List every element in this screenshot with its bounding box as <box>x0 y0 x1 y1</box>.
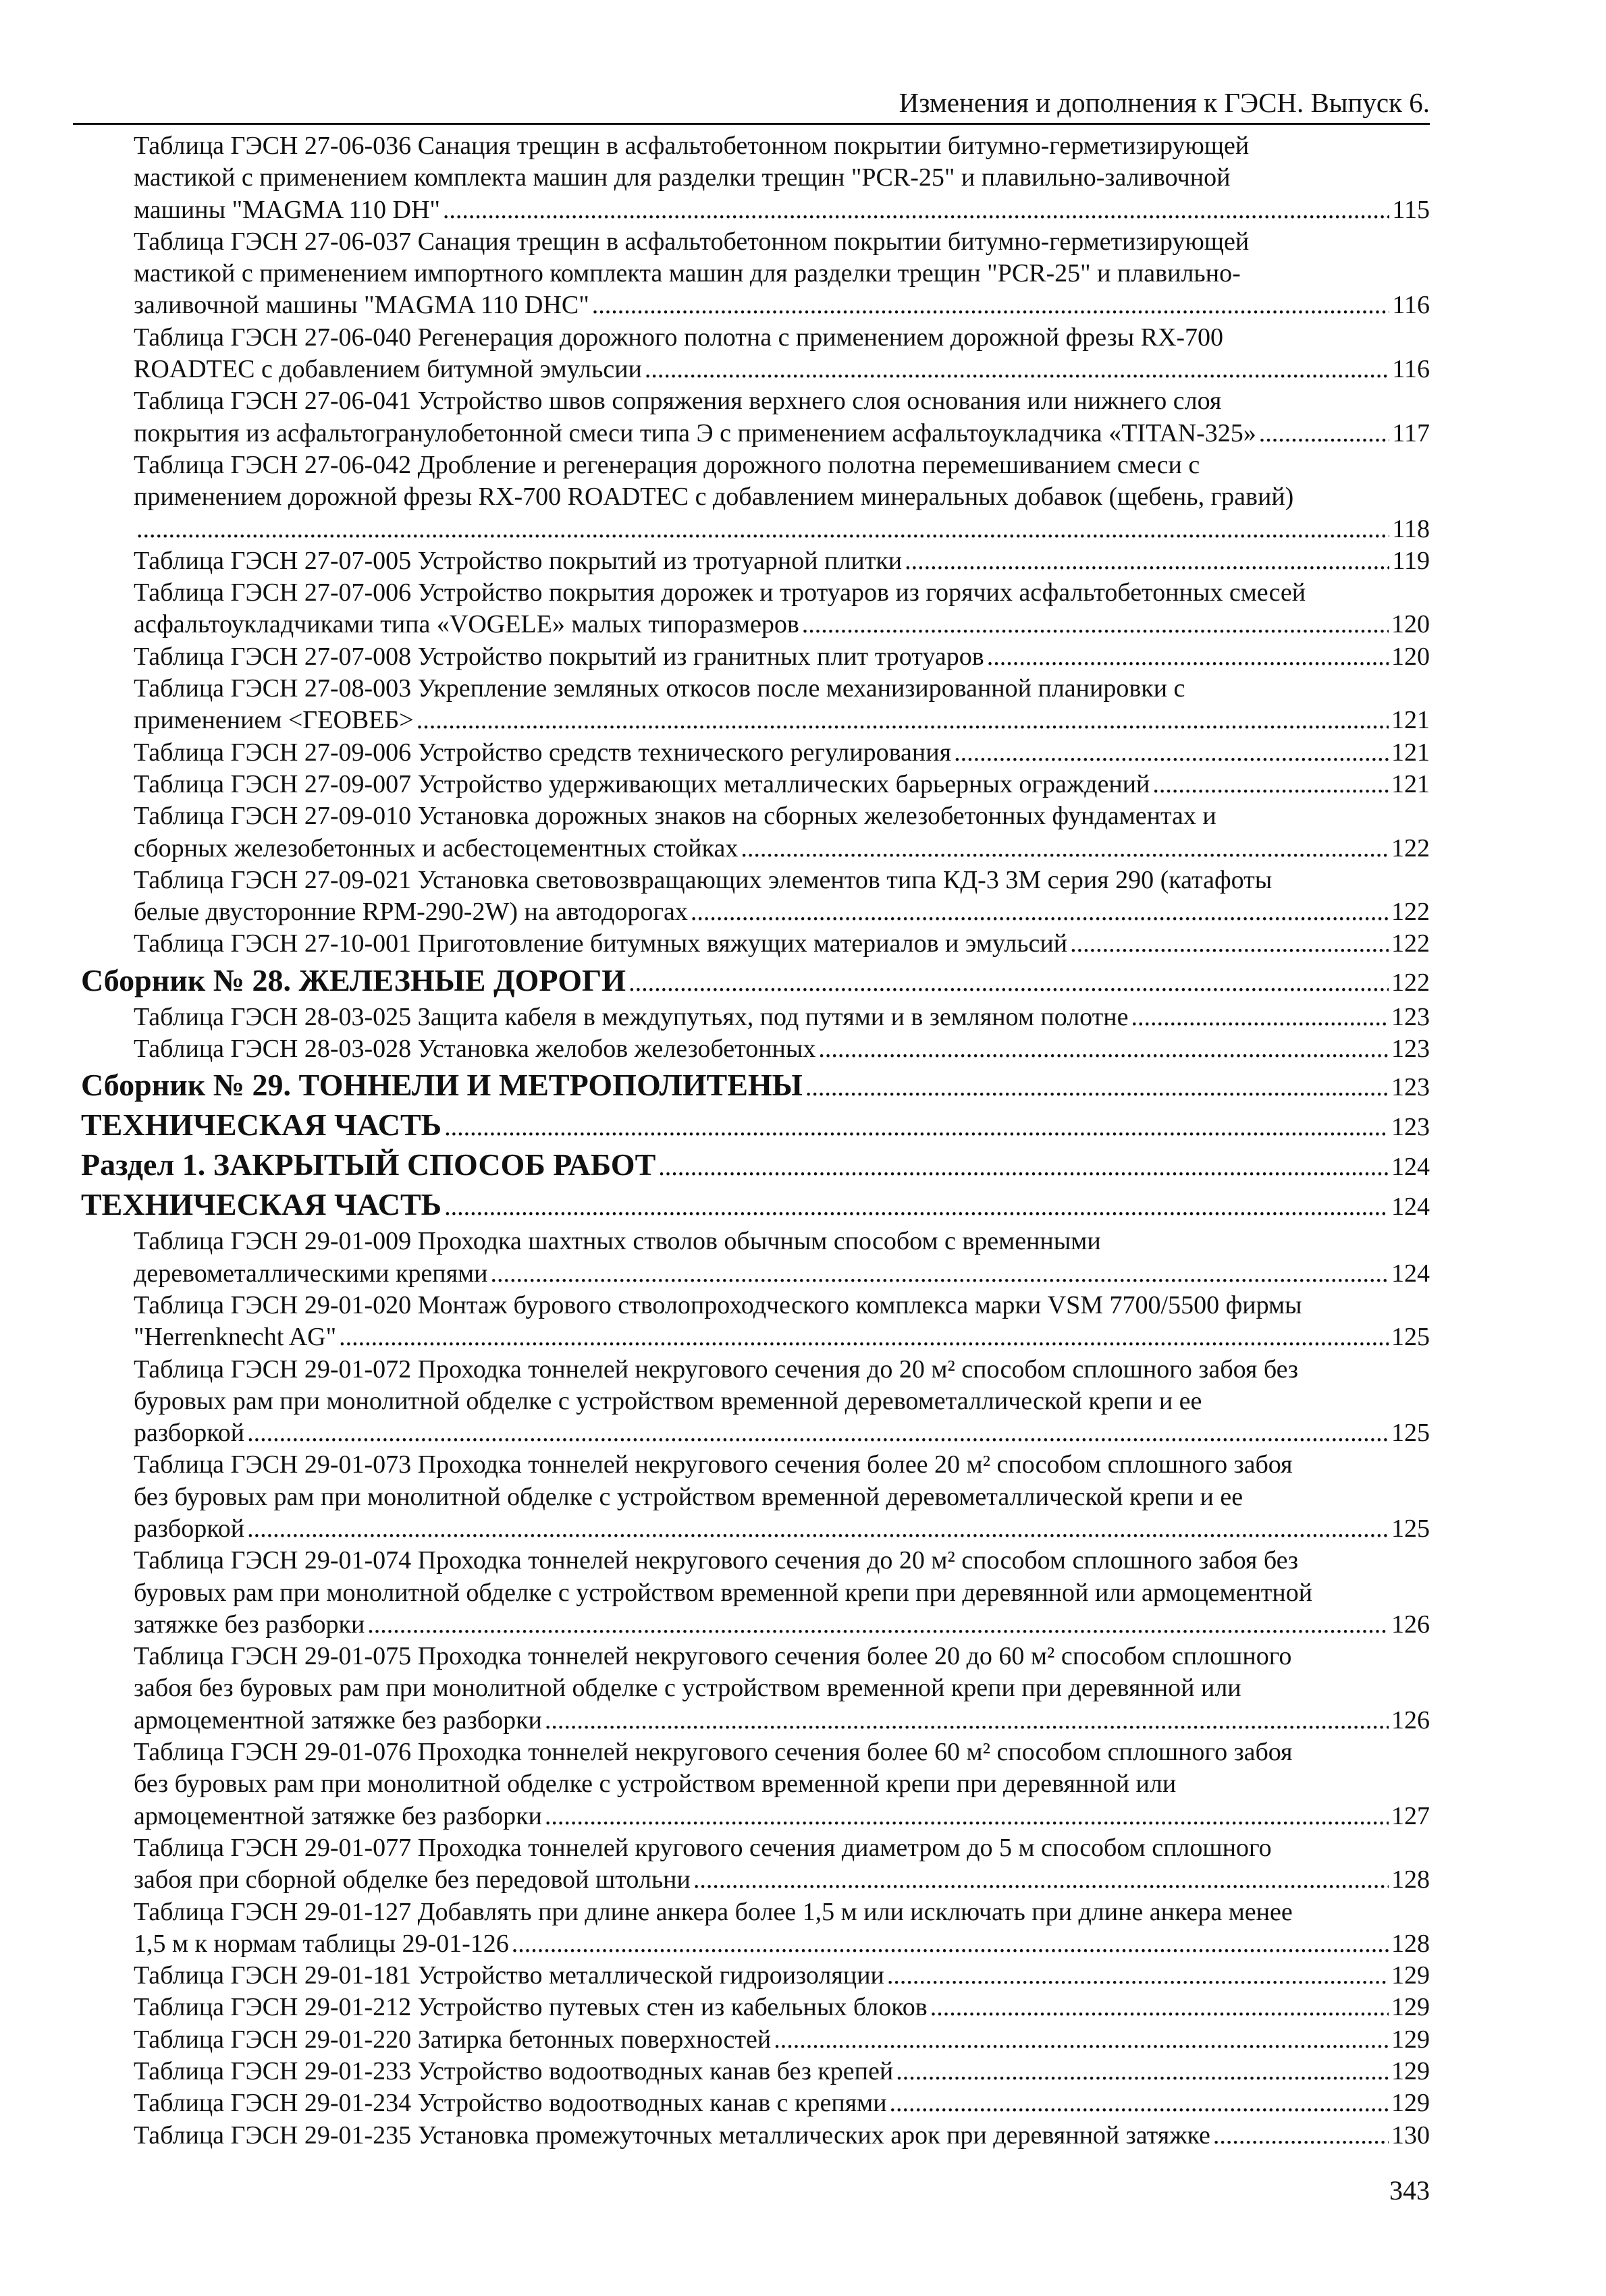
toc-entry-title: Таблица ГЭСН 27-07-005 Устройство покрытий из тротуарной плитки <box>134 546 903 575</box>
toc-page-number: 130 <box>1391 2121 1430 2150</box>
toc-entry-title: Таблица ГЭСН 27-07-008 Устройство покрытий из гранитных плит тротуаров <box>134 642 984 671</box>
toc-entry-line: Таблица ГЭСН 27-08-003 Укрепление земляных откосов после механизированной планировки с <box>134 674 1185 703</box>
toc-page-number: 129 <box>1391 2057 1430 2086</box>
toc-entry-line: мастикой с применением импортного комплекта машин для разделки трещин "PCR-25" и плавильно- <box>134 259 1241 288</box>
toc-page-number: 121 <box>1391 769 1430 798</box>
dot-leader <box>818 1033 1389 1065</box>
toc-section-entry <box>81 1066 1430 1106</box>
dot-leader <box>367 1609 1389 1641</box>
toc-table-entry <box>81 641 1430 673</box>
toc-entry-last-line <box>134 514 1430 545</box>
dot-leader <box>136 514 1389 545</box>
toc-entry-title: Сборник № 29. ТОННЕЛИ И МЕТРОПОЛИТЕНЫ <box>81 1068 803 1103</box>
toc-page-number: 124 <box>1391 1193 1430 1222</box>
toc-entry-last-line <box>134 737 1430 769</box>
toc-table-entry <box>81 1033 1430 1065</box>
toc-entry-title: машины "MAGMA 110 DH" <box>134 195 440 224</box>
toc-page-number: 128 <box>1391 1929 1430 1958</box>
toc-entry-last-line <box>134 1801 1430 1832</box>
toc-entry-title: "Herrenknecht AG" <box>134 1323 337 1352</box>
toc-table-entry <box>81 928 1430 960</box>
toc-page-number: 117 <box>1392 418 1430 447</box>
toc-entry-last-line <box>134 769 1430 800</box>
toc-page-number: 119 <box>1392 546 1430 575</box>
toc-page-number: 120 <box>1391 610 1430 639</box>
dot-leader <box>658 1148 1389 1186</box>
toc-entry-line: Таблица ГЭСН 29-01-074 Проходка тоннелей некругового сечения до 20 м² способом сплошного забоя без <box>134 1546 1299 1575</box>
toc-entry-last-line <box>134 2024 1430 2056</box>
toc-entry-last-line <box>134 354 1430 385</box>
toc-table-entry <box>81 865 1430 929</box>
toc-entry-last-line <box>134 833 1430 865</box>
toc-entry-title: Таблица ГЭСН 29-01-233 Устройство водоотводных канав без крепей <box>134 2057 894 2086</box>
toc-entry-line: Таблица ГЭСН 27-06-036 Санация трещин в асфальтобетонном покрытии битумно-герметизирующей <box>134 132 1250 160</box>
toc-entry-title: асфальтоукладчиками типа «VOGELE» малых типоразмеров <box>134 610 799 639</box>
toc-entry-line: Таблица ГЭСН 29-01-009 Проходка шахтных стволов обычным способом с временными <box>134 1227 1101 1256</box>
toc-page-number: 123 <box>1391 1035 1430 1064</box>
toc-entry-title: забоя при сборной обделке без передовой штольни <box>134 1865 691 1894</box>
toc-table-entry <box>81 1832 1430 1896</box>
toc-page-number: 129 <box>1391 2089 1430 2118</box>
dot-leader <box>805 1068 1389 1106</box>
dot-leader <box>247 1513 1389 1545</box>
toc-page-number: 123 <box>1391 1073 1430 1102</box>
toc-entry-title: Сборник № 28. ЖЕЛЕЗНЫЕ ДОРОГИ <box>81 962 626 997</box>
dot-leader <box>774 2024 1389 2056</box>
dot-leader <box>1131 1002 1389 1033</box>
toc-entry-line: Таблица ГЭСН 27-09-010 Установка дорожных знаков на сборных железобетонных фундаментах и <box>134 802 1216 831</box>
toc-page-number: 122 <box>1391 898 1430 927</box>
toc-entry-title: разборкой <box>134 1419 245 1448</box>
toc-page-number: 126 <box>1391 1705 1430 1734</box>
dot-leader <box>444 1108 1389 1146</box>
toc-page-number: 125 <box>1391 1419 1430 1448</box>
toc-table-entry <box>81 2087 1430 2119</box>
toc-entry-title: армоцементной затяжке без разборки <box>134 1705 542 1734</box>
toc-entry-last-line <box>134 609 1430 640</box>
toc-entry-line: Таблица ГЭСН 27-09-021 Установка световозвращающих элементов типа КД-3 3М серия 290 (катафоты <box>134 865 1273 894</box>
dot-leader <box>896 2056 1389 2087</box>
toc-page-number: 127 <box>1391 1801 1430 1830</box>
toc-entry-last-line <box>134 290 1430 321</box>
toc-entry-title: Таблица ГЭСН 29-01-235 Установка промежуточных металлических арок при деревянной затяжке <box>134 2121 1210 2150</box>
header-rule <box>73 123 1430 125</box>
page-number: 343 <box>1389 2175 1430 2206</box>
toc-page-number: 123 <box>1391 1002 1430 1031</box>
toc-entry-title: Таблица ГЭСН 27-09-007 Устройство удерживающих металлических барьерных ограждений <box>134 769 1150 798</box>
dot-leader <box>339 1321 1389 1353</box>
toc-table-entry <box>81 1960 1430 1992</box>
toc-table-entry <box>81 769 1430 800</box>
dot-leader <box>417 705 1389 736</box>
toc-entry-last-line <box>134 2120 1430 2152</box>
toc-entry-last-line <box>134 194 1430 226</box>
dot-leader <box>444 1188 1389 1226</box>
toc-table-entry <box>81 1290 1430 1354</box>
toc-entry-title: Таблица ГЭСН 29-01-181 Устройство металлической гидроизоляции <box>134 1961 884 1990</box>
toc-entry-title: покрытия из асфальтогранулобетонной смеси типа Э с применением асфальтоукладчика «TITAN-325» <box>134 418 1256 447</box>
dot-leader <box>691 896 1389 928</box>
toc-entry-line: Таблица ГЭСН 29-01-020 Монтаж бурового стволопроходческого комплекса марки VSM 7700/5500 фирмы <box>134 1290 1302 1319</box>
toc-table-entry <box>81 449 1430 545</box>
toc-entry-title: Таблица ГЭСН 29-01-234 Устройство водоотводных канав с крепями <box>134 2089 887 2118</box>
toc-entry-last-line <box>134 1928 1430 1960</box>
toc-entry-last-line <box>81 1106 1430 1146</box>
dot-leader <box>628 964 1389 1002</box>
toc-entry-last-line <box>134 1033 1430 1065</box>
toc-page-number: 123 <box>1391 1113 1430 1142</box>
dot-leader <box>930 1992 1389 2023</box>
dot-leader <box>802 609 1389 640</box>
toc-table-entry <box>81 545 1430 577</box>
toc-entry-last-line <box>134 1864 1430 1896</box>
dot-leader <box>443 194 1389 226</box>
toc-table-entry <box>81 1226 1430 1290</box>
toc-table-entry <box>81 1002 1430 1033</box>
toc-page-number: 124 <box>1391 1153 1430 1182</box>
toc-entry-last-line <box>81 1066 1430 1106</box>
toc-entry-title: Таблица ГЭСН 27-09-006 Устройство средств технического регулирования <box>134 738 952 767</box>
toc-entry-last-line <box>134 1609 1430 1641</box>
toc-entry-line: применением дорожной фрезы RX-700 ROADTEC с добавлением минеральных добавок (щебень, гравий) <box>134 483 1294 512</box>
toc-page-number: 121 <box>1391 738 1430 767</box>
toc-table-entry <box>81 577 1430 641</box>
toc-page-number: 122 <box>1391 968 1430 997</box>
toc-entry-title: белые двусторонние RPM-290-2W) на автодорогах <box>134 898 688 927</box>
toc-page-number: 121 <box>1391 706 1430 735</box>
toc-table-entry <box>81 1449 1430 1545</box>
toc-entry-line: без буровых рам при монолитной обделке с устройством временной деревометаллической крепи и ее <box>134 1482 1243 1511</box>
toc-table-entry <box>81 673 1430 737</box>
dot-leader <box>247 1417 1389 1449</box>
running-header: Изменения и дополнения к ГЭСН. Выпуск 6. <box>899 87 1430 118</box>
dot-leader <box>890 2087 1389 2119</box>
toc-page-number: 125 <box>1391 1323 1430 1352</box>
dot-leader <box>693 1864 1389 1896</box>
toc-entry-last-line <box>134 1705 1430 1737</box>
toc-table-entry <box>81 737 1430 769</box>
toc-page-number: 129 <box>1391 1993 1430 2022</box>
dot-leader <box>1070 928 1389 960</box>
toc-entry-line: буровых рам при монолитной обделке с устройством временной деревометаллической крепи и ее <box>134 1386 1202 1415</box>
toc-entry-line: забоя без буровых рам при монолитной обделке с устройством временной крепи при деревянной или <box>134 1674 1241 1703</box>
toc-entry-last-line <box>134 896 1430 928</box>
toc-entry-last-line <box>134 1992 1430 2023</box>
toc-entry-last-line <box>134 1960 1430 1992</box>
toc-page-number: 129 <box>1391 1961 1430 1990</box>
dot-leader <box>987 641 1389 673</box>
toc-entry-title: сборных железобетонных и асбестоцементных стойках <box>134 833 739 863</box>
toc-page-number: 118 <box>1392 514 1430 543</box>
toc-page-number: 128 <box>1391 1865 1430 1894</box>
toc-entry-title: ROADTEC с добавлением битумной эмульсии <box>134 355 642 384</box>
toc-entry-last-line <box>134 2087 1430 2119</box>
toc-entry-line: Таблица ГЭСН 29-01-073 Проходка тоннелей некругового сечения более 20 м² способом сплошного забоя <box>134 1450 1293 1479</box>
toc-page-number: 124 <box>1391 1259 1430 1288</box>
toc-table-entry <box>81 2024 1430 2056</box>
dot-leader <box>1152 769 1389 800</box>
dot-leader <box>741 833 1389 865</box>
toc-entry-title: Раздел 1. ЗАКРЫТЫЙ СПОСОБ РАБОТ <box>81 1147 656 1182</box>
dot-leader <box>545 1801 1389 1832</box>
toc-section-entry <box>81 1146 1430 1186</box>
toc-entry-last-line <box>134 1513 1430 1545</box>
toc-table-entry <box>81 322 1430 386</box>
toc-entry-line: Таблица ГЭСН 27-07-006 Устройство покрытия дорожек и тротуаров из горячих асфальтобетонных смесей <box>134 578 1306 607</box>
toc-entry-last-line <box>134 2056 1430 2087</box>
toc-entry-last-line <box>81 1146 1430 1186</box>
toc-entry-title: деревометаллическими крепями <box>134 1259 488 1288</box>
toc-entry-title: заливочной машины "MAGMA 110 DHC" <box>134 291 589 320</box>
dot-leader <box>592 290 1390 321</box>
toc-entry-last-line <box>81 962 1430 1002</box>
toc-table-entry <box>81 1641 1430 1737</box>
dot-leader <box>1213 2120 1389 2152</box>
toc-entry-line: Таблица ГЭСН 29-01-076 Проходка тоннелей некругового сечения более 60 м² способом сплошного забоя <box>134 1738 1293 1767</box>
toc-entry-line: Таблица ГЭСН 27-06-040 Регенерация дорожного полотна с применением дорожной фрезы RX-700 <box>134 323 1224 352</box>
toc-entry-last-line <box>134 1002 1430 1033</box>
toc-page-number: 120 <box>1391 642 1430 671</box>
toc-entry-last-line <box>134 1321 1430 1353</box>
toc-page-number: 115 <box>1392 195 1430 224</box>
toc-entry-line: Таблица ГЭСН 27-06-042 Дробление и регенерация дорожного полотна перемешиванием смеси с <box>134 450 1200 479</box>
toc-entry-title: разборкой <box>134 1514 245 1543</box>
toc-table-entry <box>81 2120 1430 2152</box>
toc-page-number: 126 <box>1391 1610 1430 1639</box>
toc-entry-title: армоцементной затяжке без разборки <box>134 1801 542 1830</box>
dot-leader <box>512 1928 1389 1960</box>
toc-entry-line: Таблица ГЭСН 27-06-041 Устройство швов сопряжения верхнего слоя основания или нижнего слоя <box>134 387 1222 416</box>
toc-entry-title: применением <ГЕОВЕБ> <box>134 706 414 735</box>
toc-entry-line: Таблица ГЭСН 29-01-072 Проходка тоннелей некругового сечения до 20 м² способом сплошного забоя без <box>134 1355 1299 1384</box>
toc-entry-last-line <box>134 928 1430 960</box>
toc-table-entry <box>81 1992 1430 2023</box>
toc-entry-title: Таблица ГЭСН 29-01-212 Устройство путевых стен из кабельных блоков <box>134 1993 928 2022</box>
toc-entry-title: Таблица ГЭСН 28-03-025 Защита кабеля в междупутьях, под путями и в земляном полотне <box>134 1002 1129 1031</box>
dot-leader <box>1259 418 1390 449</box>
toc-page-number: 116 <box>1392 355 1430 384</box>
toc-entry-title: затяжке без разборки <box>134 1610 365 1639</box>
toc-entry-title: Таблица ГЭСН 28-03-028 Установка желобов железобетонных <box>134 1035 816 1064</box>
toc-entry-line: Таблица ГЭСН 27-06-037 Санация трещин в асфальтобетонном покрытии битумно-герметизирующей <box>134 227 1250 256</box>
toc-entry-line: мастикой с применением комплекта машин для разделки трещин "PCR-25" и плавильно-заливочной <box>134 163 1231 192</box>
table-of-contents <box>81 130 1430 2152</box>
toc-entry-line: Таблица ГЭСН 29-01-077 Проходка тоннелей кругового сечения диаметром до 5 м способом сплошного <box>134 1833 1272 1862</box>
toc-entry-line: буровых рам при монолитной обделке с устройством временной крепи при деревянной или армоцементной <box>134 1578 1313 1607</box>
dot-leader <box>645 354 1390 385</box>
toc-entry-last-line <box>134 418 1430 449</box>
toc-page-number: 122 <box>1391 929 1430 958</box>
dot-leader <box>490 1258 1389 1290</box>
toc-page-number: 129 <box>1391 2025 1430 2054</box>
toc-section-entry <box>81 962 1430 1002</box>
toc-entry-last-line <box>81 1186 1430 1226</box>
dot-leader <box>905 545 1389 577</box>
toc-entry-last-line <box>134 641 1430 673</box>
toc-entry-last-line <box>134 705 1430 736</box>
toc-entry-last-line <box>134 545 1430 577</box>
toc-entry-line: без буровых рам при монолитной обделке с устройством временной крепи при деревянной или <box>134 1770 1177 1799</box>
toc-page-number: 125 <box>1391 1514 1430 1543</box>
toc-entry-title: ТЕХНИЧЕСКАЯ ЧАСТЬ <box>81 1187 442 1222</box>
toc-entry-line: Таблица ГЭСН 29-01-127 Добавлять при длине анкера более 1,5 м или исключать при длине анкера менее <box>134 1897 1293 1926</box>
toc-table-entry <box>81 385 1430 449</box>
toc-entry-title: 1,5 м к нормам таблицы 29-01-126 <box>134 1929 509 1958</box>
toc-table-entry <box>81 1354 1430 1450</box>
toc-entry-title: Таблица ГЭСН 29-01-220 Затирка бетонных поверхностей <box>134 2025 772 2054</box>
toc-table-entry <box>81 1545 1430 1641</box>
toc-table-entry <box>81 800 1430 865</box>
toc-entry-last-line <box>134 1417 1430 1449</box>
toc-section-entry <box>81 1106 1430 1146</box>
toc-entry-line: Таблица ГЭСН 29-01-075 Проходка тоннелей некругового сечения более 20 до 60 м² способом сплошного <box>134 1642 1292 1671</box>
dot-leader <box>545 1705 1389 1737</box>
toc-table-entry <box>81 226 1430 322</box>
toc-entry-title: Таблица ГЭСН 27-10-001 Приготовление битумных вяжущих материалов и эмульсий <box>134 929 1068 958</box>
toc-table-entry <box>81 1737 1430 1832</box>
toc-entry-last-line <box>134 1258 1430 1290</box>
toc-table-entry <box>81 1896 1430 1961</box>
toc-section-entry <box>81 1186 1430 1226</box>
toc-entry-title: ТЕХНИЧЕСКАЯ ЧАСТЬ <box>81 1108 442 1143</box>
toc-table-entry <box>81 2056 1430 2087</box>
dot-leader <box>954 737 1389 769</box>
dot-leader <box>887 1960 1389 1992</box>
toc-page-number: 116 <box>1392 291 1430 320</box>
toc-table-entry <box>81 130 1430 226</box>
toc-page-number: 122 <box>1391 833 1430 863</box>
